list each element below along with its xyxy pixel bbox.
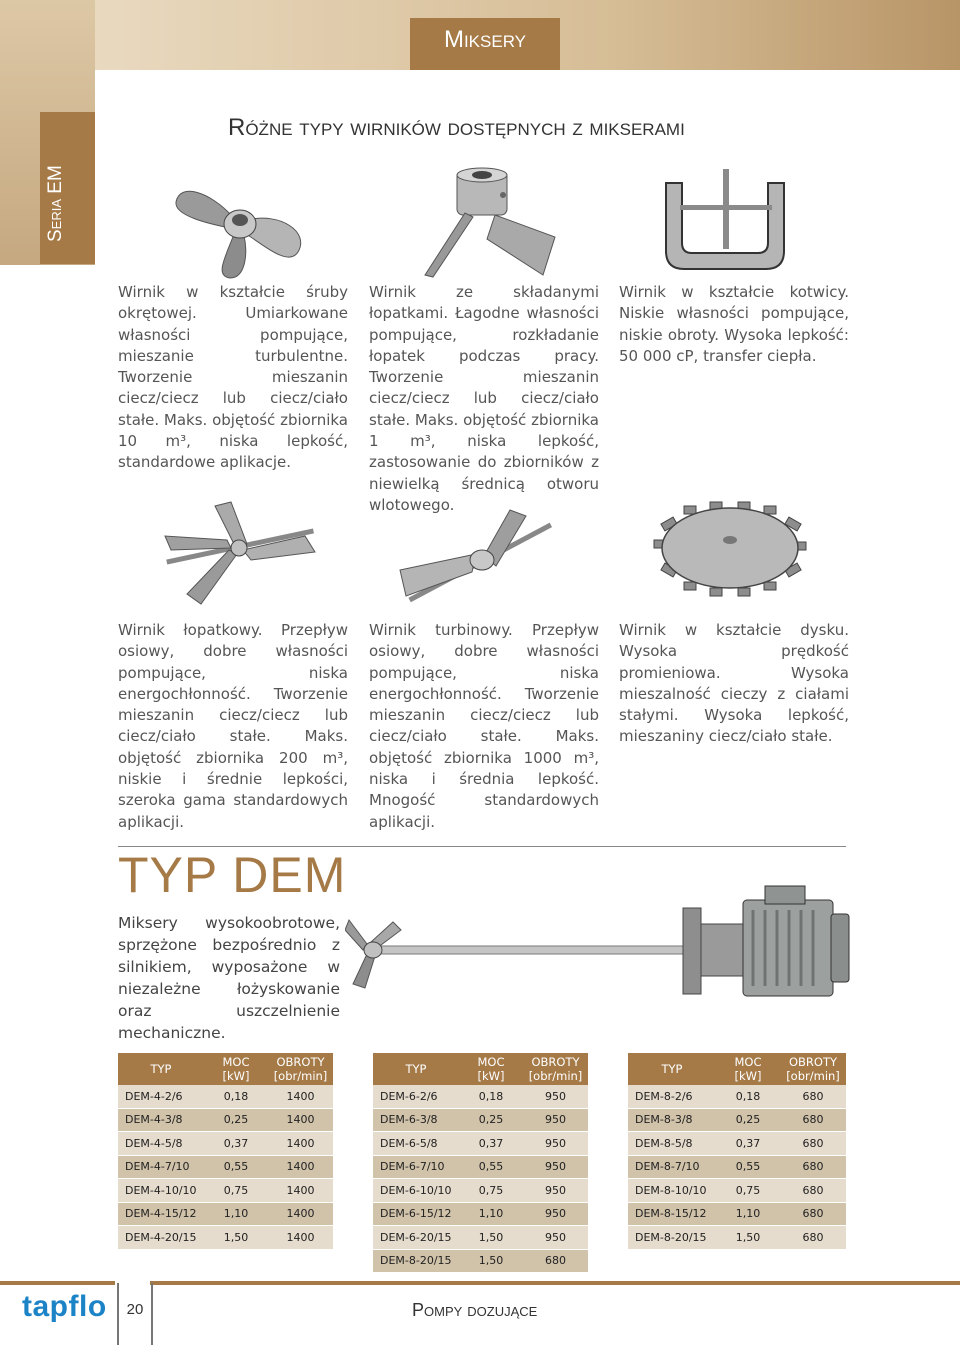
table-row: DEM-6-7/10 0,55 950 [373,1156,588,1180]
anchor-description: Wirnik w kształcie kotwicy. Niskie własności pompujące, niskie obroty. Wysoka lepkość: 50 000 cP, transfer ciepła. [619,283,849,365]
footer-section-title: Pompy dozujące [412,1300,538,1320]
table-row: DEM-4-5/8 0,37 1400 [118,1132,333,1156]
page-number: 20 [117,1283,153,1345]
dem-6-table [373,1053,588,1273]
table-row: DEM-8-10/10 0,75 680 [628,1179,846,1203]
table-row: DEM-4-7/10 0,55 1400 [118,1156,333,1180]
paddle-description: Wirnik łopatkowy. Przepływ osiowy, dobre własności pompujące, niska energochłonność. Tworzenie mieszanin ciecz/ciecz lub ciecz/ciało stałe. Maks. objętość zbiornika 200 m³, niskie i średnie lepkości, szeroka gama standardowych aplikacji. [118,621,348,831]
section-title: Różne typy wirników dostępnych z mikserami [228,114,685,141]
header-typ: TYP [118,1053,204,1085]
dem-4-table [118,1053,333,1250]
table-row: DEM-8-20/15 1,50 680 [373,1250,588,1274]
header-moc: MOC [kW] [204,1053,268,1085]
disc-impeller-image [650,500,810,610]
folding-blade-impeller-image [415,165,565,285]
tapflo-logo: tapflo [22,1290,107,1323]
typ-dem-title: TYP DEM [118,847,347,903]
dem-8-table [628,1053,846,1250]
table-row: DEM-6-20/15 1,50 950 [373,1226,588,1250]
header-obroty: OBROTY [obr/min] [780,1053,846,1085]
table-row: DEM-8-15/12 1,10 680 [628,1203,846,1227]
folding-blade-description: Wirnik ze składanymi łopatkami. Łagodne własności pompujące, rozkładanie łopatek podczas pracy. Tworzenie mieszanin ciecz/ciecz lub ciecz/ciało stałe. Maks. objętość zbiornika 1 m³, niska lepkość, zastosowanie do zbiorników z niewielką średnicą otworu wlotowego. [369,283,600,514]
dem-mixer-image [345,880,855,1010]
table-row: DEM-4-15/12 1,10 1400 [118,1203,333,1227]
turbine-description: Wirnik turbinowy. Przepływ osiowy, dobre własności pompujące, niska energochłonność. Tworzenie mieszanin ciecz/ciecz lub ciecz/ciało stałe. Maks. objętość zbiornika 1000 m³, niska i średnia lepkość. Mnogość standardowych aplikacji. [369,621,599,831]
footer-rule [150,1281,960,1285]
turbine-impeller-image [390,500,560,610]
typ-dem-description: Miksery wysokoobrotowe, sprzężone bezpośrednio z silnikiem, wyposażone w niezależne łożyskowanie oraz uszczelnienie mechaniczne. [118,914,340,1042]
anchor-impeller-image [660,165,790,275]
header-obroty: OBROTY [obr/min] [268,1053,333,1085]
header-moc: MOC [kW] [459,1053,523,1085]
table-row: DEM-8-7/10 0,55 680 [628,1156,846,1180]
table-row: DEM-4-20/15 1,50 1400 [118,1226,333,1250]
table-row: DEM-6-2/6 0,18 950 [373,1085,588,1109]
table-row: DEM-4-2/6 0,18 1400 [118,1085,333,1109]
header-title: Miksery [443,26,527,53]
paddle-impeller-image [155,500,325,610]
table-row: DEM-8-5/8 0,37 680 [628,1132,846,1156]
table-row: DEM-6-5/8 0,37 950 [373,1132,588,1156]
header-typ: TYP [373,1053,459,1085]
table-row: DEM-6-10/10 0,75 950 [373,1179,588,1203]
ship-screw-impeller-image [170,172,320,282]
table-row: DEM-6-3/8 0,25 950 [373,1109,588,1133]
table-row: DEM-8-20/15 1,50 680 [628,1226,846,1250]
table-row: DEM-6-15/12 1,10 950 [373,1203,588,1227]
disc-description: Wirnik w kształcie dysku. Wysoka prędkość promieniowa. Wysoka mieszalność cieczy z ciałami stałymi. Wysoka lepkość, mieszaniny ciecz/ciało stałe. [619,621,849,746]
table-row: DEM-8-3/8 0,25 680 [628,1109,846,1133]
table-row: DEM-8-2/6 0,18 680 [628,1085,846,1109]
table-row: DEM-4-3/8 0,25 1400 [118,1109,333,1133]
footer-rule-left [0,1281,115,1285]
table-row: DEM-4-10/10 0,75 1400 [118,1179,333,1203]
header-obroty: OBROTY [obr/min] [523,1053,588,1085]
ship-screw-description: Wirnik w kształcie śruby okrętowej. Umiarkowane własności pompujące, mieszanie turbulentne. Tworzenie mieszanin ciecz/ciecz lub ciecz/ciało stałe. Maks. objętość zbiornika 10 m³, niska lepkość, standardowe aplikacje. [118,283,349,472]
series-label: Seria EM [45,165,66,242]
header-typ: TYP [628,1053,716,1085]
header-moc: MOC [kW] [716,1053,780,1085]
